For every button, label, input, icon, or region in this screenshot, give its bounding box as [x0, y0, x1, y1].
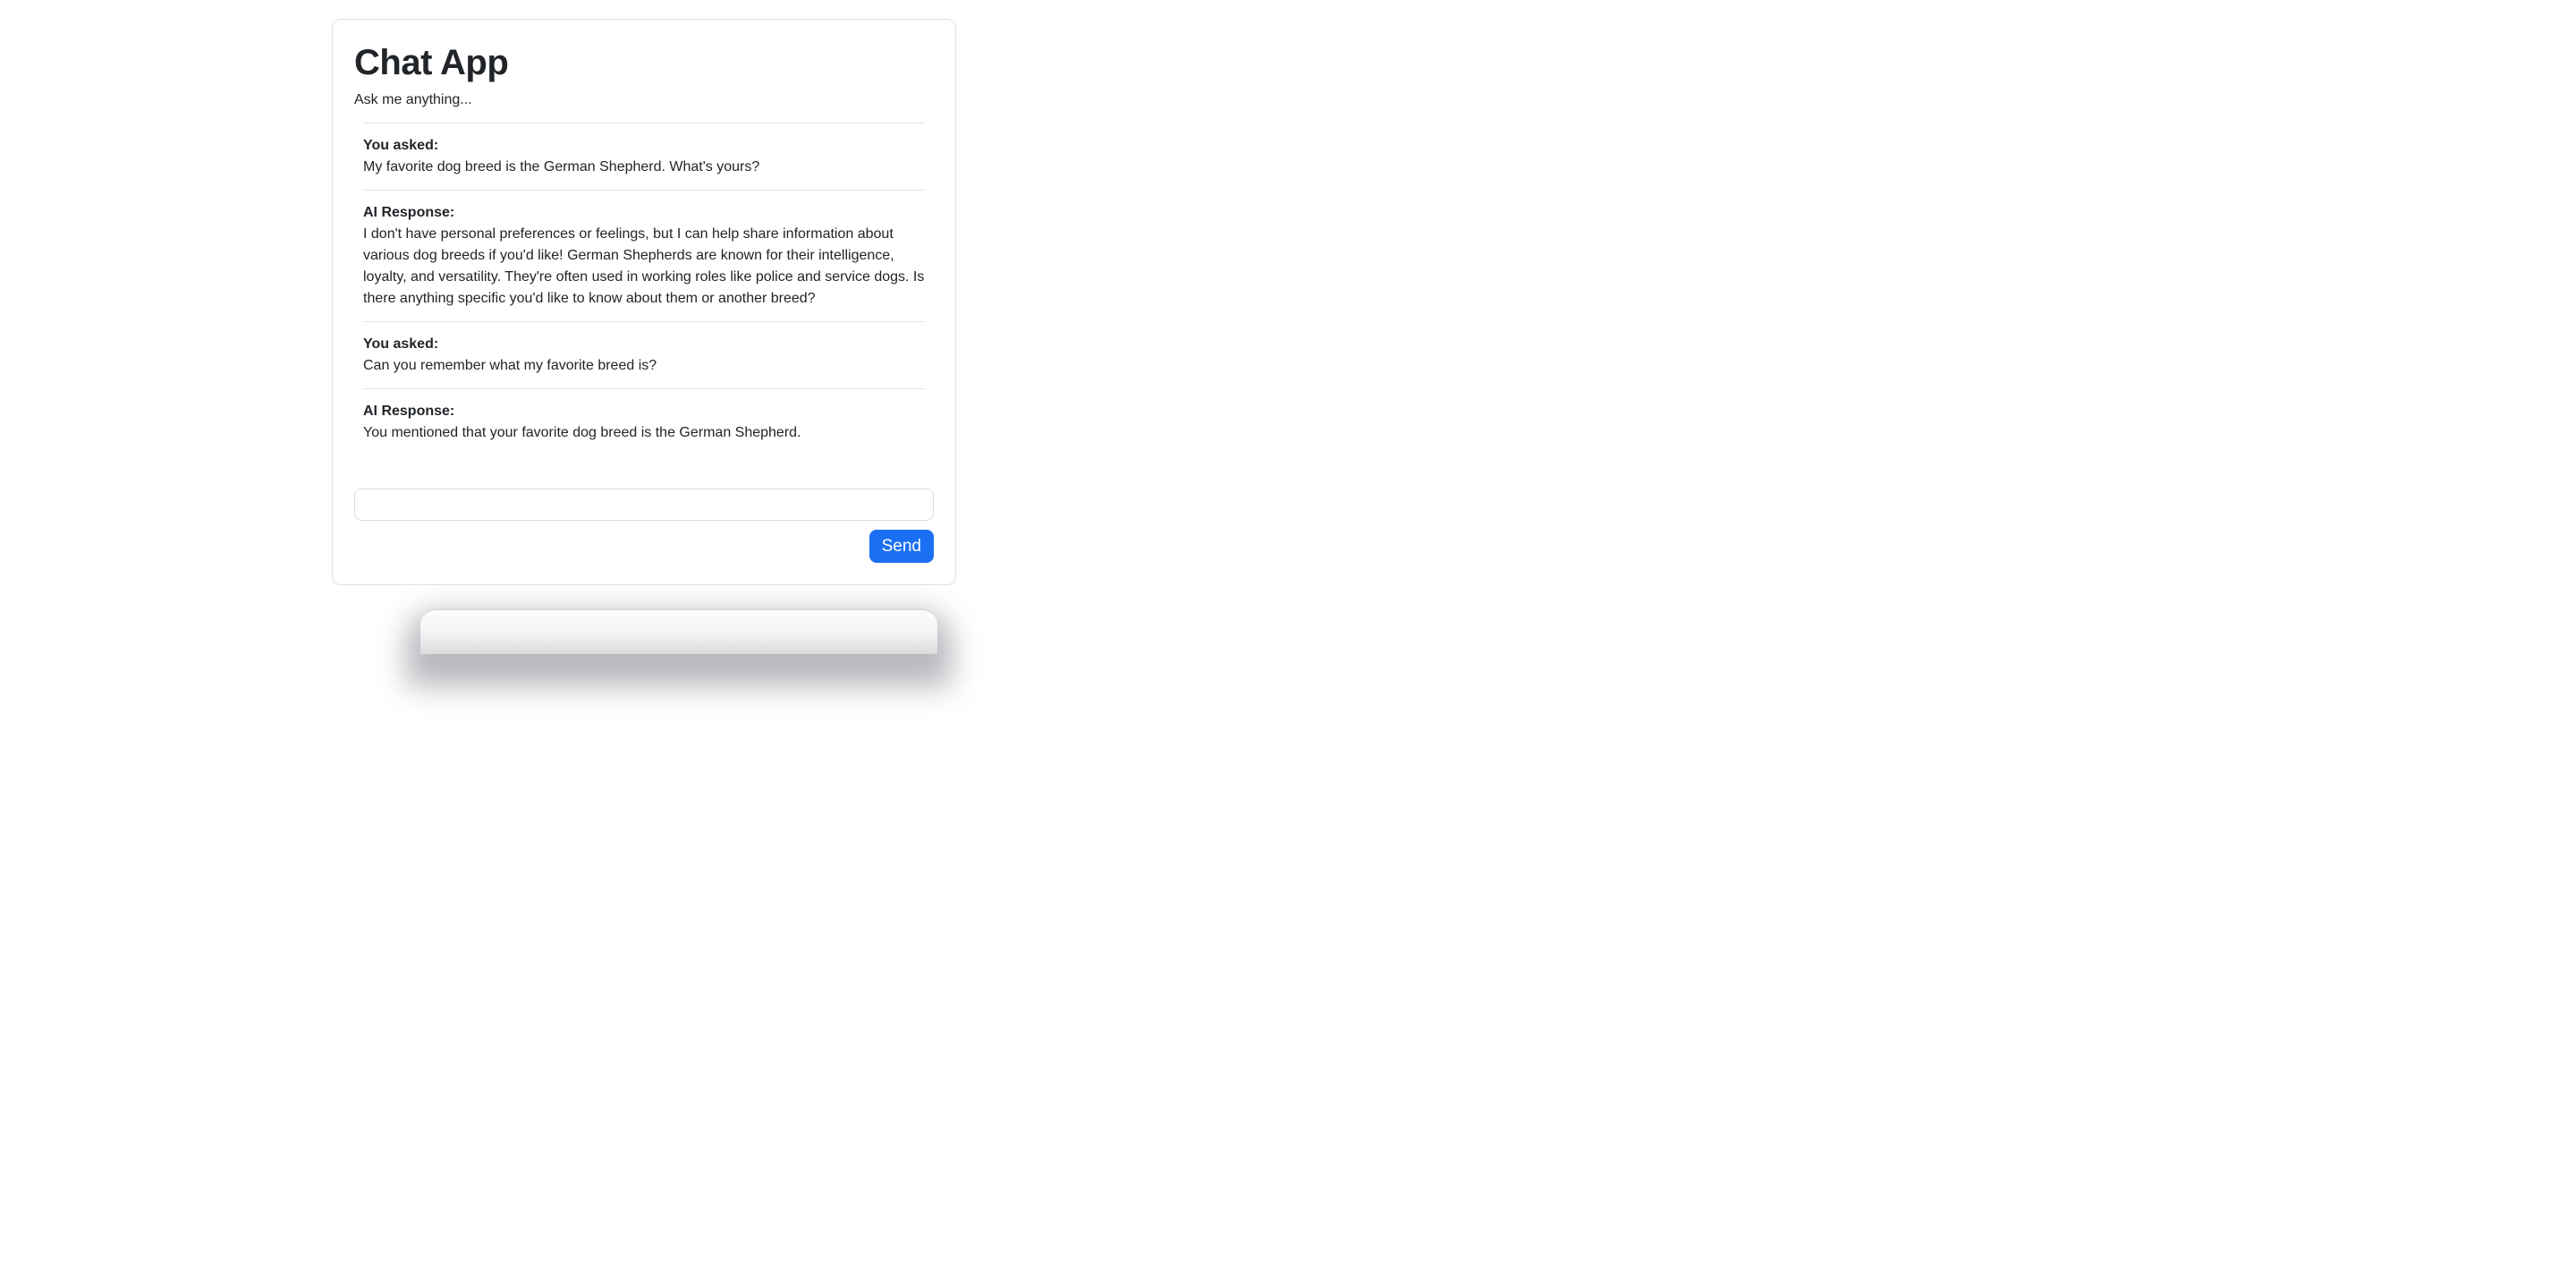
composer — [354, 489, 934, 563]
message-divider — [363, 321, 925, 322]
message-text: I don't have personal preferences or feelings, but I can help share information about various dog breeds if you'd like! German Shepherds are known for their intelligence, loyalty, and versatility. They're often used in working roles like police and service dogs. Is there anything specific you'd like to know about them or another breed? — [363, 226, 925, 306]
message-divider — [363, 190, 925, 191]
bottom-shadow — [420, 608, 937, 654]
message — [363, 135, 925, 178]
message-text: My favorite dog breed is the German Shepherd. What's yours? — [363, 159, 760, 174]
chat-card — [332, 19, 956, 585]
message-role-label: You asked: — [363, 138, 439, 153]
message — [363, 401, 925, 444]
message-list — [354, 123, 934, 444]
composer-actions — [354, 530, 934, 563]
message — [363, 202, 925, 310]
message-role-label: You asked: — [363, 336, 439, 352]
message-role-label: AI Response: — [363, 205, 455, 220]
message-text: Can you remember what my favorite breed is? — [363, 358, 657, 373]
send-button[interactable]: Send — [869, 530, 934, 563]
app-subtitle: Ask me anything... — [354, 92, 472, 107]
message-text: You mentioned that your favorite dog breed is the German Shepherd. — [363, 425, 801, 440]
page-title: Chat App — [354, 43, 509, 82]
message-divider — [363, 388, 925, 389]
message-role-label: AI Response: — [363, 404, 455, 419]
message-input[interactable] — [354, 489, 934, 521]
message — [363, 334, 925, 377]
